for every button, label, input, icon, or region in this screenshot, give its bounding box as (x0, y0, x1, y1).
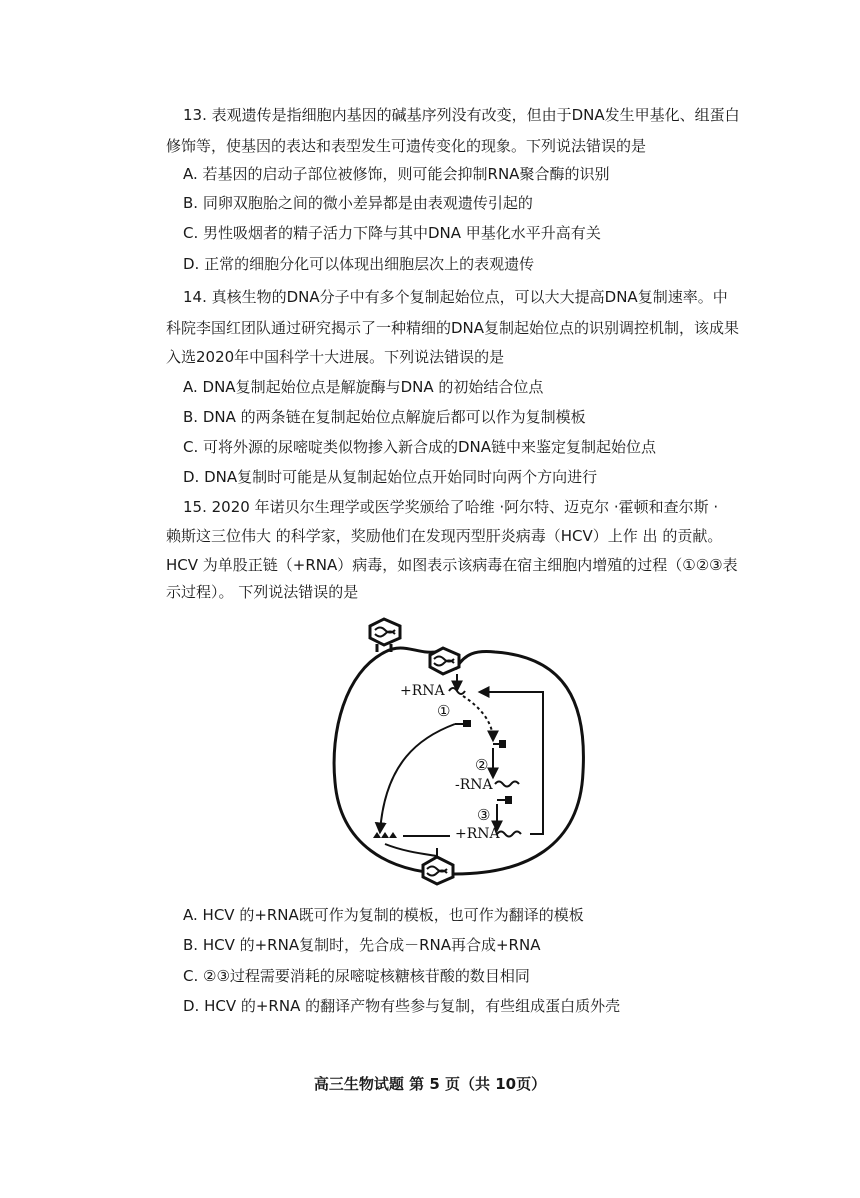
q14-option-a: A. DNA复制起始位点是解旋酶与DNA 的初始结合位点 (183, 378, 544, 396)
q14-stem-line2: 科院李国红团队通过研究揭示了一种精细的DNA复制起始位点的识别调控机制，该成果 (166, 319, 740, 337)
q13-option-a: A. 若基因的启动子部位被修饰，则可能会抑制RNA聚合酶的识别 (183, 165, 610, 183)
page-footer: 高三生物试题 第 5 页（共 10页） (313, 1075, 547, 1093)
virus-particle-entering-icon (430, 648, 459, 674)
rna-plus-bottom-label: +RNA (455, 826, 500, 842)
q13-stem-line2: 修饰等，使基因的表达和表型发生可遗传变化的现象。下列说法错误的是 (166, 137, 647, 155)
rna-minus-label: -RNA (455, 777, 493, 793)
protein-product-icon (455, 720, 471, 727)
virus-particle-released-icon (423, 857, 453, 884)
replicase-icon-2 (497, 796, 512, 804)
rna-plus-top-label: +RNA (400, 683, 445, 699)
rna-plus-bottom-strand (497, 832, 521, 837)
capsid-pieces-icon (373, 832, 397, 838)
q14-stem-line1: 14. 真核生物的DNA分子中有多个复制起始位点，可以大大提高DNA复制速率。中 (183, 288, 728, 306)
q14-stem-line3: 入选2020年中国科学十大进展。下列说法错误的是 (166, 348, 505, 366)
replicase-icon-1 (493, 740, 506, 748)
hcv-replication-diagram (325, 612, 593, 890)
q15-option-c: C. ②③过程需要消耗的尿嘧啶核糖核苷酸的数目相同 (183, 967, 530, 985)
step-1-label: ① (437, 702, 451, 720)
q15-option-d: D. HCV 的+RNA 的翻译产物有些参与复制，有些组成蛋白质外壳 (183, 997, 621, 1015)
q14-option-b: B. DNA 的两条链在复制起始位点解旋后都可以作为复制模板 (183, 408, 586, 426)
q15-stem-line4: 示过程）。 下列说法错误的是 (166, 583, 359, 601)
q13-option-d: D. 正常的细胞分化可以体现出细胞层次上的表观遗传 (183, 255, 535, 273)
q13-stem-line1: 13. 表观遗传是指细胞内基因的碱基序列没有改变，但由于DNA发生甲基化、组蛋白 (183, 106, 740, 124)
q14-option-d: D. DNA复制时可能是从复制起始位点开始同时向两个方向进行 (183, 468, 598, 486)
q15-option-b: B. HCV 的+RNA复制时，先合成－RNA再合成+RNA (183, 936, 541, 954)
q13-option-b: B. 同卵双胞胎之间的微小差异都是由表观遗传引起的 (183, 194, 533, 212)
q13-option-c: C. 男性吸烟者的精子活力下降与其中DNA 甲基化水平升高有关 (183, 224, 601, 242)
q15-stem-line3: HCV 为单股正链（+RNA）病毒，如图表示该病毒在宿主细胞内增殖的过程（①②③表 (166, 556, 738, 574)
q14-option-c: C. 可将外源的尿嘧啶类似物掺入新合成的DNA链中来鉴定复制起始位点 (183, 438, 657, 456)
step-3-label: ③ (477, 806, 491, 824)
q15-stem-line1: 15. 2020 年诺贝尔生理学或医学奖颁给了哈维 ·阿尔特、迈克尔 ·霍顿和查尔斯 · (183, 498, 719, 516)
rna-minus-strand (495, 782, 519, 787)
q15-stem-line2: 赖斯这三位伟大 的科学家，奖励他们在发现丙型肝炎病毒（HCV）上作 出 的贡献。 (166, 527, 723, 545)
step-2-label: ② (475, 756, 489, 774)
q15-option-a: A. HCV 的+RNA既可作为复制的模板，也可作为翻译的模板 (183, 906, 584, 924)
